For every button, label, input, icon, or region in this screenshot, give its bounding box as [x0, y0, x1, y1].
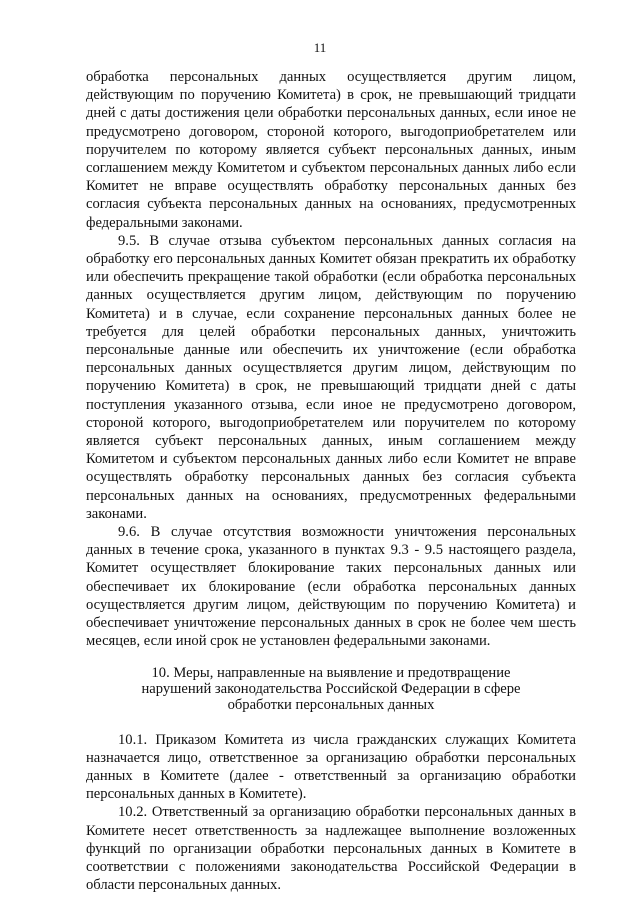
paragraph-continuation: обработка персональных данных осуществляется другим лицом, действующим по поручению Комитета) в срок, не превышающий тридцати дней с даты достижения цели обработки персональных данных, если иное не предусмотрено договором, стороной которого, выгодоприобретателем или поручителем по которому является субъект персональных данных, иным соглашением между Комитетом и субъектом персональных данных либо если Комитет не вправе осуществлять обработку персональных данных без согласия субъекта персональных данных на основаниях, предусмотренных федеральными законами.: [86, 69, 576, 231]
paragraph-10-2: 10.2. Ответственный за организацию обработки персональных данных в Комитете несет ответственность за надлежащее выполнение возложенных функций по организации обработки персональных данных в Комитете в соответствии с положениями законодательства Российской Федерации в области персональных данных.: [86, 804, 576, 894]
paragraph-10-1: 10.1. Приказом Комитета из числа гражданских служащих Комитета назначается лицо, ответственное за организацию обработки персональных данных в Комитете (далее - ответственный за организацию обработки персональных данных в Комитете).: [86, 731, 576, 803]
section-heading-line: нарушений законодательства Российской Федерации в сфере: [141, 680, 521, 697]
paragraph-9-6: 9.6. В случае отсутствия возможности уничтожения персональных данных в течение срока, указанного в пунктах 9.3 - 9.5 настоящего раздела, Комитет осуществляет блокирование таких персональных данных или обеспечивает их блокирование (если обработка персональных данных осуществляется другим лицом, действующим по поручению Комитета) и обеспечивает уничтожение персональных данных в срок не более чем шесть месяцев, если иной срок не установлен федеральными законами.: [86, 524, 576, 650]
section-heading-line: 10. Меры, направленные на выявление и предотвращение: [151, 664, 511, 681]
section-heading-line: обработки персональных данных: [227, 696, 435, 713]
page-number: 11: [313, 40, 327, 55]
section-heading-10: [86, 665, 576, 713]
document-body: [86, 68, 576, 894]
paragraph-9-5: 9.5. В случае отзыва субъектом персональных данных согласия на обработку его персональных данных Комитет обязан прекратить их обработку или обеспечить прекращение такой обработки (если обработка персональных данных осуществляется другим лицом, действующим по поручению Комитета) и в случае, если сохранение персональных данных более не требуется для целей обработки персональных данных, уничтожить персональные данные или обеспечить их уничтожение (если обработка персональных данных осуществляется другим лицом, действующим по поручению Комитета) в срок, не превышающий тридцати дней с даты поступления указанного отзыва, если иное не предусмотрено договором, стороной которого, выгодоприобретателем или поручителем по которому является субъект персональных данных, иным соглашением между Комитетом и субъектом персональных данных либо если Комитет не вправе осуществлять обработку персональных данных без согласия субъекта персональных данных на основаниях, предусмотренных федеральными законами.: [86, 232, 576, 522]
